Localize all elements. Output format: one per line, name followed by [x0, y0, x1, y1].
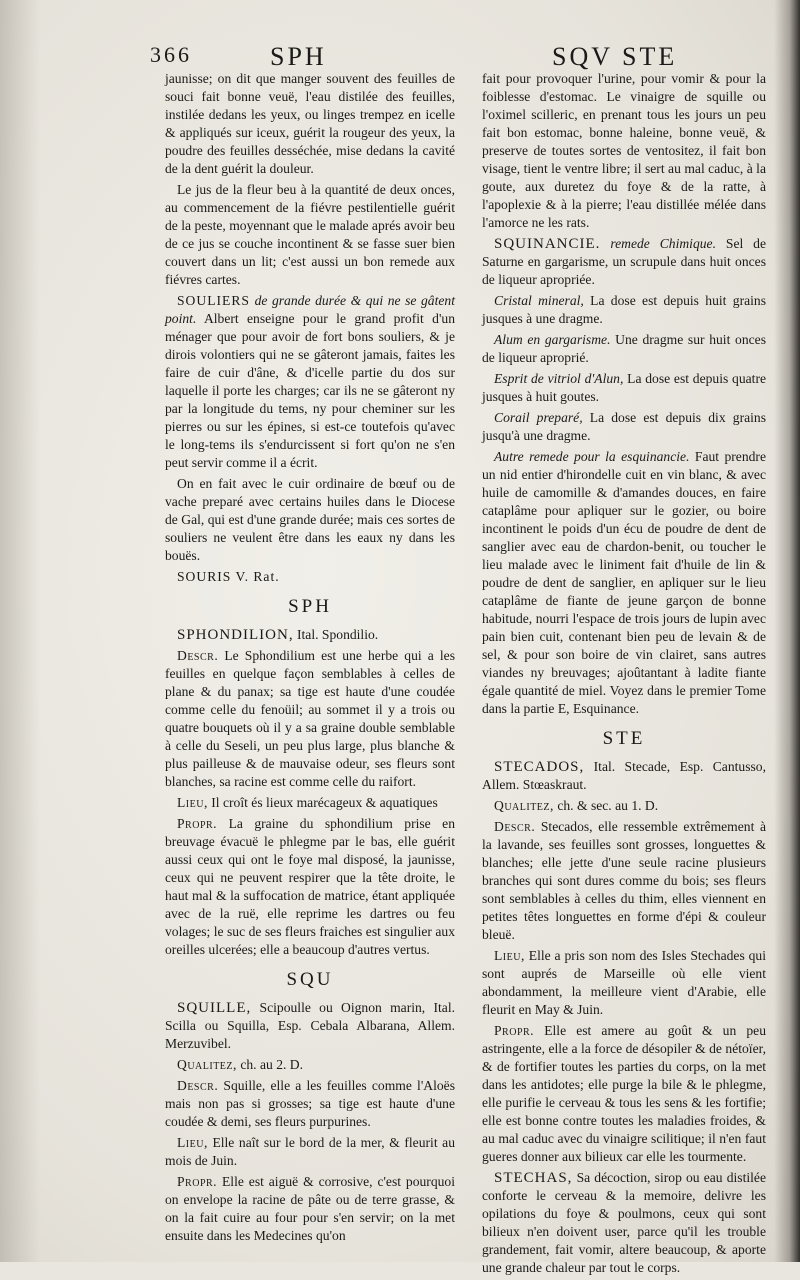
entry-description [165, 647, 455, 791]
paragraph: Le jus de la fleur beu à la quantité de deux onces, au commencement de la fiévre pestilentielle guérit de la peste, moyennant que le malade aprés avoir beu de ce jus se couche incontinent & se fasse suer bien couvert dans un lit; c'est aussi un bon remede aux fiévres cartes. [165, 182, 455, 287]
field-label: Qualitez, [494, 798, 554, 813]
paragraph: On en fait avec le cuir ordinaire de bœuf ou de vache preparé avec certains huiles dans le Diocese de Gal, qui est d'une grande durée; mais ces sortes de souliers ne veulent être dans les eaux ny dans les bouës. [165, 476, 455, 563]
entry-headword: STECHAS, [494, 1170, 573, 1186]
remedy-name: Esprit de vitriol d'Alun, [494, 371, 624, 386]
entry-headword: SQUINANCIE. [494, 236, 601, 252]
remedy-dose: Une dragme sur huit onces de liqueur aproprié. [482, 332, 766, 365]
entry-sphondilion [165, 626, 455, 644]
remedy-dose: La dose est depuis quatre jusques à huit goutes. [482, 371, 767, 404]
entry-synonyms: Ital. Stecade, Esp. Cantusso, Allem. Stœaskraut. [482, 759, 766, 792]
entry-subtitle: de grande durée & qui ne se gâtent point. [165, 293, 455, 326]
entry-subtitle: remede Chimique. [610, 236, 716, 251]
field-text: Squille, elle a les feuilles comme l'Aloës mais non pas si grosses; sa tige est haute d'une coudée & demi, ses fleurs purpurines. [165, 1078, 455, 1129]
field-text: La graine du sphondilium prise en breuvage évacuë le phlegme par le bas, elle guérit aussi ceux qui ont le foye mal disposé, la jaunisse, ceux qui ne peuvent respirer que la tête droite, le haut mal & la suffocation de matrice, étant appliquée avec de la ruë, elle reprime les dartres ou feu volages; le suc de ses fleurs fraiches est singulier aux oreilles ulcerées; elle a beaucoup d'autres vertus. [165, 816, 455, 957]
right-column [482, 70, 766, 1280]
entry-headword: SOULIERS [177, 293, 250, 308]
entry-qualities [482, 797, 766, 815]
field-text: Stecados, elle ressemble extrêmement à la lavande, ses feuilles sont grosses, longuettes & blanches; elle jette d'une seule racine plusieurs branches qui sont dures comme du bois; ses fleurs sont semblables à celles du thim, elles viennent en petites têtes longuettes en forme d'épi & couleur bleuë. [482, 819, 767, 942]
remedy-name: Corail preparé, [494, 410, 583, 425]
entry-location [165, 794, 455, 812]
field-text: Le Sphondilium est une herbe qui a les feuilles en quelque façon semblables à celles de plane & du panax; sa tige est haute d'une coudée comme celle du fenoüil; au sommet il y a trois ou quatre bouquets où il y a sa graine double semblable à celle du Seseli, un peu plus large, plus blanche & plus pailleuse & de mauvaise odeur, ses fleurs sont blanches, sa racine est comme celle du raifort. [165, 648, 455, 789]
page-gutter-shadow [0, 0, 40, 1262]
entry-text: Sa décoction, sirop ou eau distilée conforte le cerveau & la memoire, delivre les opilations du foye & poulmons, ceux qui sont bilieux n'en doivent user, parce qu'il les trouble grandement, fait vomir, altere beaucoup, & aporte une grande chaleur par tout le corps. [482, 1170, 766, 1275]
entry-text: Sel de Saturne en gargarisme, un scrupule dans huit onces de liqueur apropriée. [482, 236, 766, 287]
remedy-item [482, 331, 766, 367]
page-number: 366 [150, 42, 192, 67]
left-column [165, 70, 455, 1248]
remedy-item [482, 448, 766, 718]
remedy-item [482, 370, 766, 406]
section-heading: SQU [286, 969, 334, 990]
entry-squille [165, 999, 455, 1053]
field-label: Lieu, [494, 948, 525, 963]
remedy-dose: La dose est depuis dix grains jusqu'à une dragme. [482, 410, 766, 443]
cross-reference: SOURIS V. Rat. [177, 569, 280, 584]
field-label: Qualitez, [177, 1057, 237, 1072]
running-head [150, 42, 710, 72]
field-label: Propr. [494, 1023, 535, 1038]
entry-souliers [165, 292, 455, 472]
field-label: Descr. [494, 819, 536, 834]
right-column-title: SQV STE [552, 42, 678, 71]
remedy-text: Faut prendre un nid entier d'hirondelle cuit en vin blanc, & avec huile de camomille & d'amandes douces, en faire cataplâme pour apliquer sur le gozier, ou boire incontinent le poids d'un écu de poudre de dent de sanglier avec eau de chardon-benit, ou toucher le lieu malade avec le liniment fait d'huile de lin & poudre de dent de sanglier, en apliquer sur le lieu cataplâme de fiante de jeune garçon de bonne habitude, nourri l'espace de trois jours de lupin avec pain bien cuit, contenant bien peu de levain & de sel, & pour son boire de vin clairet, sans autres viandes ny breuvages; ajoûtantant à ladite fiante égale quantité de miel. Voyez dans le premier Tome dans la partie E, Esquinance. [482, 449, 766, 716]
field-label: Descr. [177, 648, 219, 663]
entry-text: Albert enseigne pour le grand profit d'un ménager que pour avoir de fort bons souliers, & je dirois volontiers qui ne se gâteront jamais, faites les faire de cuir d'âne, & d'icelle partie du dos sur laquelle il porte les charges; car ils ne se gâteront ny par la longitude du tems, ny pour cheminer sur les pierres ou sur les épines, si est-ce toutefois qu'avec le long-tems ils s'endurcissent si fort qu'on ne s'en peut servir comme il a écrit. [165, 311, 455, 470]
entry-location [165, 1134, 455, 1170]
paragraph: fait pour provoquer l'urine, pour vomir & pour la foiblesse d'estomac. Le vinaigre de squille ou l'oximel scilleric, en prenant tous les jours un peu fait bon estomac, bonne haleine, bonne veuë, & preserve de toutes sortes de ventositez, il fait bon visage, tient le ventre libre; il sert au mal caduc, à la goute, aux duretez du foye & de la ratte, à l'apoplexie & à la pierre; l'eau distillée mélée dans l'amorce ne les rats. [482, 71, 766, 230]
entry-headword: STECADOS, [494, 759, 585, 775]
remedy-item [482, 292, 766, 328]
field-text: Il croît és lieux marécageux & aquatiques [211, 795, 438, 810]
entry-properties [482, 1022, 766, 1166]
field-text: Elle est aiguë & corrosive, c'est pourquoi on envelope la racine de pâte ou de terre grasse, & on la fait cuire au four pour s'en servir; on la met ensuite dans les Medecines qu'on [165, 1174, 455, 1243]
field-label: Propr. [177, 816, 218, 831]
entry-properties [165, 815, 455, 959]
entry-location [482, 947, 766, 1019]
field-text: Elle est amere au goût & un peu astringente, elle a la force de désopiler & de nétoïer, & de fortifier toutes les parties du corps, on la met dans les antidotes; elle purge la bile & le phlegme, elle purifie le cerveau & tous les sens & les fortifie; elle est bonne contre toutes les maladies froides, & au mal caduc avec du vinaigre scilitique; il n'en faut gueres donner aux bilieux car elle les tourmente. [482, 1023, 766, 1164]
entry-squinancie [482, 235, 766, 289]
field-label: Lieu, [177, 795, 208, 810]
field-text: Elle naît sur le bord de la mer, & fleurit au mois de Juin. [165, 1135, 455, 1168]
field-label: Lieu, [177, 1135, 208, 1150]
entry-synonyms: Scipoulle ou Oignon marin, Ital. Scilla ou Squilla, Esp. Cebala Albarana, Allem. Merzuvibel. [165, 1000, 455, 1051]
entry-synonyms: Ital. Spondilio. [297, 627, 379, 642]
field-label: Descr. [177, 1078, 219, 1093]
entry-properties [165, 1173, 455, 1245]
remedy-name: Autre remede pour la esquinancie. [494, 449, 690, 464]
entry-headword: SQUILLE, [177, 1000, 252, 1016]
paragraph: jaunisse; on dit que manger souvent des feuilles de souci fait bonne veuë, l'eau distilée des feuilles, instilée dedans les yeux, ou linges trempez en icelle & appliqués sur iceux, guérit la rougeur des yeux, la poudre des feuilles desséchée, mise dedans la cavité de la dent guérit la douleur. [165, 71, 455, 176]
left-column-title: SPH [270, 42, 327, 71]
field-label: Propr. [177, 1174, 218, 1189]
entry-headword: SPHONDILION, [177, 627, 294, 643]
field-text: ch. au 2. D. [240, 1057, 304, 1072]
section-heading: STE [602, 728, 646, 749]
entry-qualities [165, 1056, 455, 1074]
remedy-name: Cristal mineral, [494, 293, 584, 308]
entry-description [482, 818, 766, 944]
remedy-name: Alum en gargarisme. [494, 332, 611, 347]
entry-stechas [482, 1169, 766, 1277]
remedy-dose: La dose est depuis huit grains jusques à une dragme. [482, 293, 767, 326]
section-heading: SPH [288, 596, 332, 617]
remedy-item [482, 409, 766, 445]
entry-stecados [482, 758, 766, 794]
entry-description [165, 1077, 455, 1131]
page-edge-shadow [774, 0, 800, 1262]
field-text: ch. & sec. au 1. D. [557, 798, 659, 813]
field-text: Elle a pris son nom des Isles Stechades qui sont auprés de Marseille où elle vient abondamment, la meilleure vient d'Arabie, elle fleurit en May & Juin. [482, 948, 766, 1017]
